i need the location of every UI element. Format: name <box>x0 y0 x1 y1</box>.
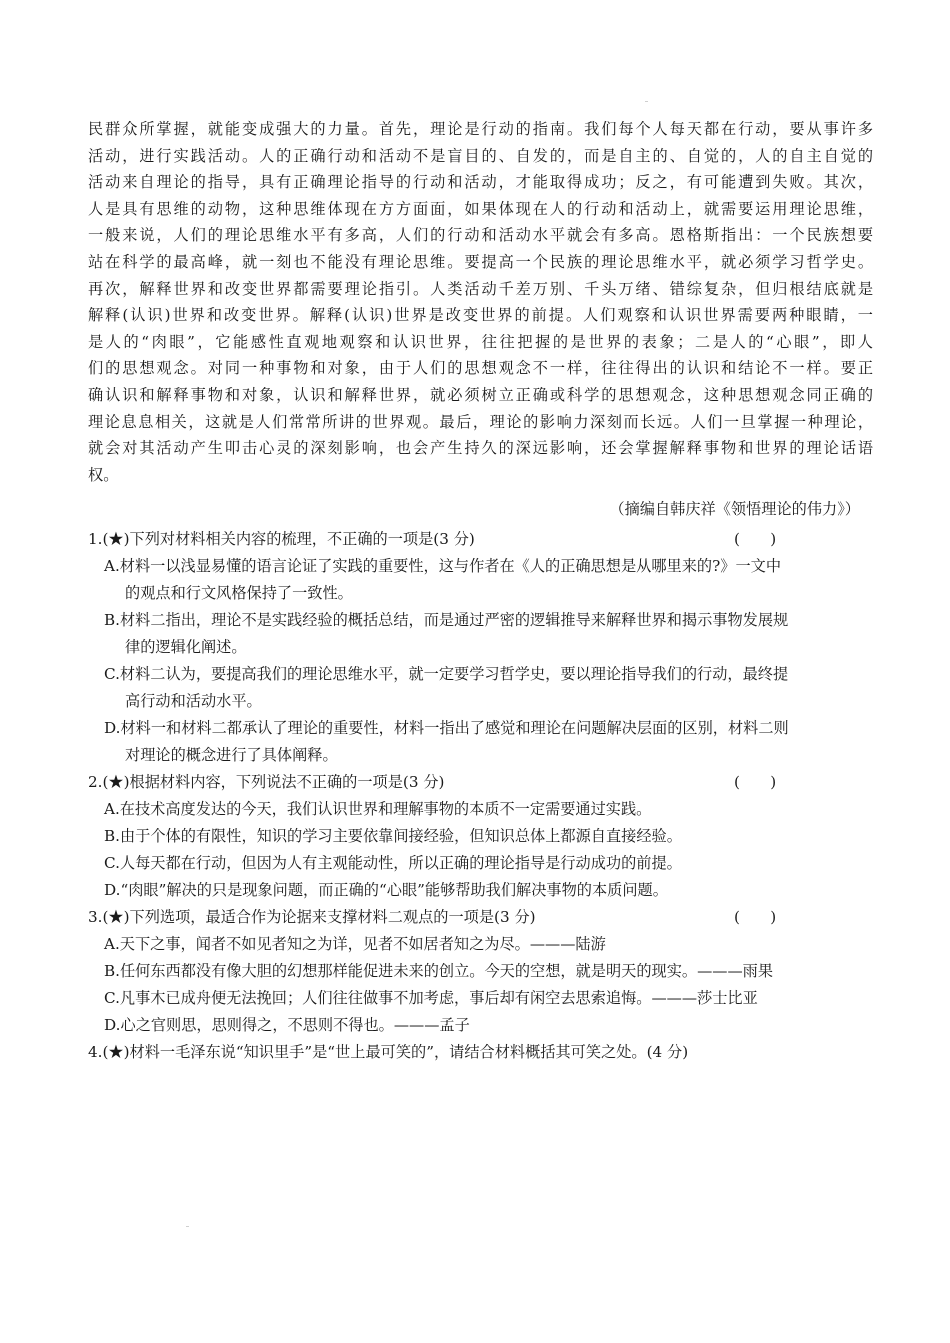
answer-blank[interactable]: ( ) <box>734 908 777 926</box>
passage-line: 解释(认识)世界和改变世界。解释(认识)世界是改变世界的前提。人们观察和认识世界需要两种眼睛，一 <box>88 306 873 325</box>
question-1-option-a[interactable] <box>88 553 868 607</box>
passage-line: 理论息息相关，这就是人们常常所讲的世界观。最后，理论的影响力深刻而长远。人们一旦掌握一种理论， <box>88 412 873 431</box>
passage-line: 站在科学的最高峰，就一刻也不能没有理论思维。要提高一个民族的理论思维水平，就必须学习哲学史。 <box>88 252 873 271</box>
question-stem-text: 1.(★)下列对材料相关内容的梳理，不正确的一项是(3 分) <box>88 530 475 548</box>
scan-speck <box>186 1226 189 1227</box>
passage-line: 活动，进行实践活动。人的正确行动和活动不是盲目的、自发的，而是自主的、自觉的，人的自主自觉的 <box>88 146 873 165</box>
question-2-option-b[interactable] <box>88 823 868 850</box>
question-list <box>88 526 868 1066</box>
question-1-stem <box>88 526 868 553</box>
question-2-option-d[interactable] <box>88 877 868 904</box>
question-stem-text: 2.(★)根据材料内容，下列说法不正确的一项是(3 分) <box>88 773 445 791</box>
passage-line: 一般来说，人们的理论思维水平有多高，人们的行动和活动水平就会有多高。恩格斯指出：一个民族想要 <box>88 226 873 245</box>
passage-line: 民群众所掌握，就能变成强大的力量。首先，理论是行动的指南。我们每个人每天都在行动，要从事许多 <box>88 120 873 138</box>
option-text: D.“肉眼”解决的只是现象问题，而正确的“心眼”能够帮助我们解决事物的本质问题。 <box>104 881 668 899</box>
option-text: B.材料二指出，理论不是实践经验的概括总结，而是通过严密的逻辑推导来解释世界和揭示事物发展规 <box>104 611 789 629</box>
question-1-option-b[interactable] <box>88 607 868 661</box>
passage-line: 确认识和解释事物和对象，认识和解释世界，就必须树立正确或科学的思想观念，这种思想观念同正确的 <box>88 385 873 404</box>
question-4-stem <box>88 1039 868 1066</box>
question-2-option-a[interactable] <box>88 796 868 823</box>
passage-line: 是人的“肉眼”，它能感性直观地观察和认识世界，往往把握的是世界的表象；二是人的“心眼”，即人 <box>88 332 873 351</box>
reading-passage <box>88 116 873 488</box>
passage-line: 活动来自理论的指导，具有正确理论指导的行动和活动，才能取得成功；反之，有可能遭到失败。其次， <box>88 173 873 192</box>
option-text: 高行动和活动水平。 <box>125 692 262 710</box>
question-3-option-d[interactable] <box>88 1012 868 1039</box>
answer-blank[interactable]: ( ) <box>734 773 777 791</box>
option-text: D.材料一和材料二都承认了理论的重要性，材料一指出了感觉和理论在问题解决层面的区别，材料二则 <box>104 719 789 737</box>
passage-line: 就会对其活动产生叩击心灵的深刻影响，也会产生持久的深远影响，还会掌握解释事物和世界的理论话语 <box>88 439 873 458</box>
question-1-option-c[interactable] <box>88 661 868 715</box>
passage-line: 人是具有思维的动物，这种思维体现在方方面面，如果体现在人的行动和活动上，就需要运用理论思维， <box>88 199 873 218</box>
option-text: A.材料一以浅显易懂的语言论证了实践的重要性，这与作者在《人的正确思想是从哪里来的?》一文中 <box>104 557 782 575</box>
question-2-option-c[interactable] <box>88 850 868 877</box>
option-text: A.天下之事，闻者不如见者知之为详，见者不如居者知之为尽。———陆游 <box>104 935 606 953</box>
option-text: 对理论的概念进行了具体阐释。 <box>125 746 338 764</box>
option-text: 律的逻辑化阐述。 <box>125 638 247 656</box>
answer-blank[interactable]: ( ) <box>734 530 777 548</box>
question-3-option-b[interactable] <box>88 958 868 985</box>
passage-line: 们的思想观念。对同一种事物和对象，由于人们的思想观念不一样，往往得出的认识和结论不一样。要正 <box>88 359 873 378</box>
option-text: C.材料二认为，要提高我们的理论思维水平，就一定要学习哲学史，要以理论指导我们的行动，最终提 <box>104 665 789 683</box>
question-stem-text: 4.(★)材料一毛泽东说“知识里手”是“世上最可笑的”，请结合材料概括其可笑之处。(4 分) <box>88 1043 689 1061</box>
scan-speck <box>645 101 648 102</box>
passage-line: 再次，解释世界和改变世界都需要理论指引。人类活动千差万别、千头万绪、错综复杂，但归根结底就是 <box>88 279 873 298</box>
question-1-option-d[interactable] <box>88 715 868 769</box>
passage-source: （摘编自韩庆祥《领悟理论的伟力》） <box>609 500 860 518</box>
option-text: B.任何东西都没有像大胆的幻想那样能促进未来的创立。今天的空想，就是明天的现实。———雨果 <box>104 962 774 980</box>
question-2-stem <box>88 769 868 796</box>
option-text: A.在技术高度发达的今天，我们认识世界和理解事物的本质不一定需要通过实践。 <box>104 800 652 818</box>
question-stem-text: 3.(★)下列选项，最适合作为论据来支撑材料二观点的一项是(3 分) <box>88 908 536 926</box>
question-3-option-a[interactable] <box>88 931 868 958</box>
option-text: C.凡事木已成舟便无法挽回；人们往往做事不加考虑，事后却有闲空去思索追悔。———莎士比亚 <box>104 989 758 1007</box>
option-text: B.由于个体的有限性，知识的学习主要依靠间接经验，但知识总体上都源自直接经验。 <box>104 827 682 845</box>
option-text: D.心之官则思，思则得之，不思则不得也。———孟子 <box>104 1016 470 1034</box>
question-3-stem <box>88 904 868 931</box>
question-3-option-c[interactable] <box>88 985 868 1012</box>
option-text: C.人每天都在行动，但因为人有主观能动性，所以正确的理论指导是行动成功的前提。 <box>104 854 682 872</box>
passage-line: 权。 <box>88 465 119 484</box>
option-text: 的观点和行文风格保持了一致性。 <box>125 584 353 602</box>
